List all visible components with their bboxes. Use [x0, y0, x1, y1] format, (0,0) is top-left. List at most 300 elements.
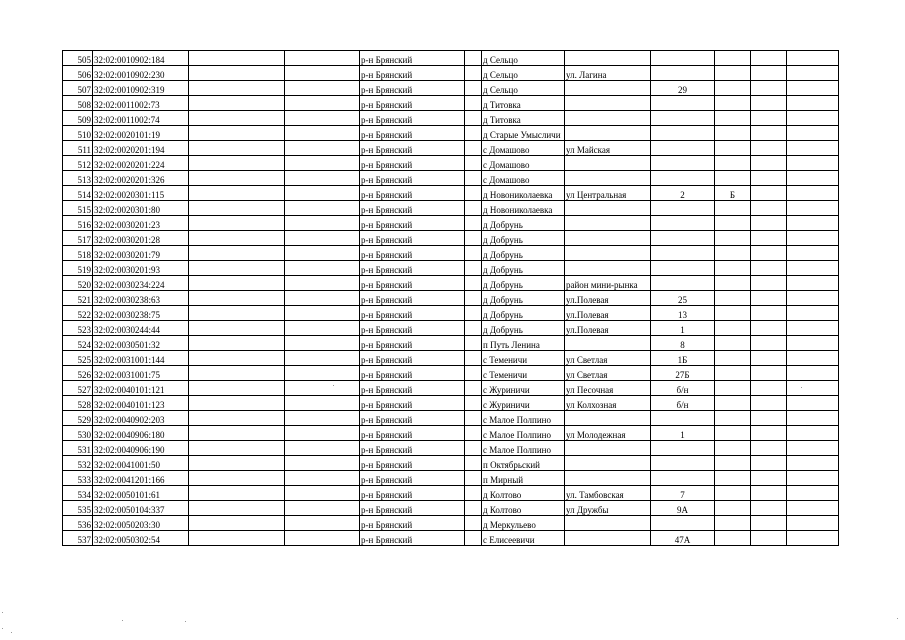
empty-cell — [465, 531, 482, 546]
cadastral-number: 32:02:0030238:75 — [93, 306, 189, 321]
street: ул.Полевая — [565, 321, 651, 336]
row-number: 514 — [63, 186, 93, 201]
empty-cell — [751, 456, 787, 471]
empty-cell — [285, 516, 360, 531]
empty-cell — [751, 276, 787, 291]
empty-cell — [787, 456, 839, 471]
district: р-н Брянский — [360, 321, 465, 336]
street: ул Колхозная — [565, 396, 651, 411]
settlement: с Малое Полпино — [482, 441, 565, 456]
empty-cell — [285, 396, 360, 411]
settlement: д Добрунь — [482, 321, 565, 336]
empty-cell — [285, 186, 360, 201]
empty-cell — [751, 396, 787, 411]
scan-speck — [333, 385, 334, 386]
empty-cell — [787, 441, 839, 456]
house-letter — [715, 516, 751, 531]
settlement: п Путь Ленина — [482, 336, 565, 351]
empty-cell — [465, 396, 482, 411]
house-number: 9А — [651, 501, 715, 516]
row-number: 525 — [63, 351, 93, 366]
district: р-н Брянский — [360, 351, 465, 366]
street: ул. Лагина — [565, 66, 651, 81]
table-row — [63, 171, 839, 186]
table-row — [63, 501, 839, 516]
empty-cell — [787, 321, 839, 336]
empty-cell — [465, 291, 482, 306]
empty-cell — [189, 171, 285, 186]
empty-cell — [189, 81, 285, 96]
settlement: с Теменичи — [482, 366, 565, 381]
empty-cell — [285, 126, 360, 141]
street — [565, 336, 651, 351]
table-row — [63, 351, 839, 366]
settlement: д Сельцо — [482, 81, 565, 96]
house-number: 25 — [651, 291, 715, 306]
district: р-н Брянский — [360, 366, 465, 381]
empty-cell — [787, 501, 839, 516]
empty-cell — [285, 486, 360, 501]
empty-cell — [189, 126, 285, 141]
empty-cell — [787, 216, 839, 231]
empty-cell — [189, 441, 285, 456]
empty-cell — [787, 426, 839, 441]
district: р-н Брянский — [360, 396, 465, 411]
table-row — [63, 186, 839, 201]
empty-cell — [465, 231, 482, 246]
house-letter — [715, 96, 751, 111]
row-number: 508 — [63, 96, 93, 111]
empty-cell — [285, 321, 360, 336]
district: р-н Брянский — [360, 81, 465, 96]
house-letter — [715, 126, 751, 141]
empty-cell — [285, 351, 360, 366]
house-number — [651, 141, 715, 156]
empty-cell — [465, 381, 482, 396]
cadastral-number: 32:02:0011002:73 — [93, 96, 189, 111]
empty-cell — [285, 306, 360, 321]
house-letter — [715, 156, 751, 171]
district: р-н Брянский — [360, 306, 465, 321]
row-number: 521 — [63, 291, 93, 306]
row-number: 506 — [63, 66, 93, 81]
row-number: 537 — [63, 531, 93, 546]
empty-cell — [189, 231, 285, 246]
empty-cell — [465, 51, 482, 66]
table-row — [63, 456, 839, 471]
table-row — [63, 336, 839, 351]
district: р-н Брянский — [360, 51, 465, 66]
house-number — [651, 516, 715, 531]
row-number: 527 — [63, 381, 93, 396]
empty-cell — [189, 306, 285, 321]
cadastral-number: 32:02:0020301:115 — [93, 186, 189, 201]
house-number — [651, 111, 715, 126]
street — [565, 531, 651, 546]
district: р-н Брянский — [360, 216, 465, 231]
empty-cell — [465, 486, 482, 501]
street: ул Молодежная — [565, 426, 651, 441]
empty-cell — [751, 441, 787, 456]
district: р-н Брянский — [360, 381, 465, 396]
settlement: п Мирный — [482, 471, 565, 486]
street — [565, 246, 651, 261]
empty-cell — [285, 51, 360, 66]
empty-cell — [285, 411, 360, 426]
empty-cell — [787, 111, 839, 126]
street — [565, 471, 651, 486]
table-row — [63, 426, 839, 441]
empty-cell — [787, 126, 839, 141]
row-number: 524 — [63, 336, 93, 351]
empty-cell — [189, 216, 285, 231]
table-row — [63, 261, 839, 276]
empty-cell — [189, 456, 285, 471]
cadastral-number: 32:02:0030234:224 — [93, 276, 189, 291]
cadastral-number: 32:02:0010902:319 — [93, 81, 189, 96]
street: ул Центральная — [565, 186, 651, 201]
settlement: д Добрунь — [482, 276, 565, 291]
empty-cell — [465, 411, 482, 426]
cadastral-table — [62, 50, 839, 546]
row-number: 526 — [63, 366, 93, 381]
row-number: 535 — [63, 501, 93, 516]
district: р-н Брянский — [360, 171, 465, 186]
empty-cell — [465, 126, 482, 141]
table-row — [63, 381, 839, 396]
district: р-н Брянский — [360, 261, 465, 276]
settlement: с Журиничи — [482, 381, 565, 396]
empty-cell — [751, 471, 787, 486]
empty-cell — [189, 321, 285, 336]
empty-cell — [787, 171, 839, 186]
empty-cell — [189, 531, 285, 546]
row-number: 523 — [63, 321, 93, 336]
empty-cell — [751, 336, 787, 351]
empty-cell — [787, 186, 839, 201]
row-number: 516 — [63, 216, 93, 231]
row-number: 530 — [63, 426, 93, 441]
empty-cell — [189, 261, 285, 276]
street — [565, 231, 651, 246]
table-row — [63, 276, 839, 291]
scan-speck — [2, 628, 3, 629]
street — [565, 441, 651, 456]
house-letter — [715, 321, 751, 336]
row-number: 505 — [63, 51, 93, 66]
table-row — [63, 231, 839, 246]
row-number: 522 — [63, 306, 93, 321]
house-number — [651, 126, 715, 141]
empty-cell — [787, 396, 839, 411]
row-number: 533 — [63, 471, 93, 486]
house-letter — [715, 231, 751, 246]
street — [565, 126, 651, 141]
empty-cell — [189, 141, 285, 156]
street: ул. Тамбовская — [565, 486, 651, 501]
settlement: д Добрунь — [482, 261, 565, 276]
house-letter — [715, 531, 751, 546]
house-number: б/н — [651, 396, 715, 411]
street: ул Светлая — [565, 366, 651, 381]
house-number — [651, 411, 715, 426]
cadastral-number: 32:02:0040906:180 — [93, 426, 189, 441]
empty-cell — [787, 141, 839, 156]
table-row — [63, 366, 839, 381]
house-number — [651, 51, 715, 66]
empty-cell — [787, 96, 839, 111]
house-number — [651, 456, 715, 471]
row-number: 510 — [63, 126, 93, 141]
empty-cell — [465, 156, 482, 171]
row-number: 528 — [63, 396, 93, 411]
house-number — [651, 441, 715, 456]
empty-cell — [787, 306, 839, 321]
cadastral-number: 32:02:0030201:79 — [93, 246, 189, 261]
empty-cell — [465, 141, 482, 156]
empty-cell — [189, 111, 285, 126]
empty-cell — [787, 336, 839, 351]
empty-cell — [189, 336, 285, 351]
empty-cell — [189, 186, 285, 201]
table-row — [63, 51, 839, 66]
cadastral-number: 32:02:0030201:93 — [93, 261, 189, 276]
settlement: д Добрунь — [482, 231, 565, 246]
empty-cell — [751, 141, 787, 156]
empty-cell — [787, 66, 839, 81]
settlement: д Добрунь — [482, 246, 565, 261]
district: р-н Брянский — [360, 501, 465, 516]
empty-cell — [465, 471, 482, 486]
empty-cell — [285, 81, 360, 96]
empty-cell — [465, 426, 482, 441]
cadastral-number: 32:02:0020301:80 — [93, 201, 189, 216]
row-number: 513 — [63, 171, 93, 186]
empty-cell — [787, 231, 839, 246]
empty-cell — [189, 51, 285, 66]
table-row — [63, 396, 839, 411]
cadastral-number: 32:02:0041201:166 — [93, 471, 189, 486]
settlement: д Добрунь — [482, 216, 565, 231]
house-letter — [715, 51, 751, 66]
street: ул.Полевая — [565, 306, 651, 321]
empty-cell — [787, 51, 839, 66]
house-number — [651, 96, 715, 111]
street — [565, 261, 651, 276]
table-row — [63, 516, 839, 531]
empty-cell — [787, 411, 839, 426]
cadastral-number: 32:02:0030244:44 — [93, 321, 189, 336]
settlement: с Домашово — [482, 171, 565, 186]
empty-cell — [751, 246, 787, 261]
empty-cell — [751, 156, 787, 171]
empty-cell — [465, 456, 482, 471]
district: р-н Брянский — [360, 441, 465, 456]
empty-cell — [285, 276, 360, 291]
house-letter — [715, 216, 751, 231]
table-row — [63, 111, 839, 126]
house-number — [651, 66, 715, 81]
house-number — [651, 231, 715, 246]
empty-cell — [787, 81, 839, 96]
cadastral-number: 32:02:0020201:326 — [93, 171, 189, 186]
empty-cell — [189, 471, 285, 486]
empty-cell — [465, 336, 482, 351]
settlement: д Добрунь — [482, 306, 565, 321]
empty-cell — [751, 531, 787, 546]
district: р-н Брянский — [360, 336, 465, 351]
empty-cell — [189, 96, 285, 111]
house-number: 27Б — [651, 366, 715, 381]
empty-cell — [285, 201, 360, 216]
street — [565, 171, 651, 186]
cadastral-number: 32:02:0030238:63 — [93, 291, 189, 306]
empty-cell — [285, 96, 360, 111]
settlement: д Старые Умысличи — [482, 126, 565, 141]
empty-cell — [751, 351, 787, 366]
settlement: д Новониколаевка — [482, 186, 565, 201]
table-row — [63, 486, 839, 501]
row-number: 532 — [63, 456, 93, 471]
settlement: д Сельцо — [482, 66, 565, 81]
empty-cell — [751, 381, 787, 396]
street — [565, 111, 651, 126]
house-letter — [715, 81, 751, 96]
street — [565, 201, 651, 216]
district: р-н Брянский — [360, 186, 465, 201]
empty-cell — [751, 171, 787, 186]
empty-cell — [465, 351, 482, 366]
empty-cell — [285, 111, 360, 126]
table-row — [63, 471, 839, 486]
row-number: 507 — [63, 81, 93, 96]
empty-cell — [189, 201, 285, 216]
house-letter — [715, 381, 751, 396]
empty-cell — [787, 156, 839, 171]
cadastral-number: 32:02:0031001:144 — [93, 351, 189, 366]
house-letter: Б — [715, 186, 751, 201]
empty-cell — [787, 486, 839, 501]
settlement: с Домашово — [482, 141, 565, 156]
house-number — [651, 156, 715, 171]
cadastral-number: 32:02:0040902:203 — [93, 411, 189, 426]
empty-cell — [787, 201, 839, 216]
empty-cell — [285, 171, 360, 186]
cadastral-number: 32:02:0010902:230 — [93, 66, 189, 81]
house-letter — [715, 351, 751, 366]
empty-cell — [285, 66, 360, 81]
house-number: 7 — [651, 486, 715, 501]
empty-cell — [787, 381, 839, 396]
house-number: 29 — [651, 81, 715, 96]
district: р-н Брянский — [360, 96, 465, 111]
house-letter — [715, 456, 751, 471]
street — [565, 516, 651, 531]
row-number: 512 — [63, 156, 93, 171]
empty-cell — [465, 216, 482, 231]
empty-cell — [285, 501, 360, 516]
settlement: с Малое Полпино — [482, 411, 565, 426]
row-number: 515 — [63, 201, 93, 216]
empty-cell — [465, 96, 482, 111]
empty-cell — [465, 66, 482, 81]
empty-cell — [285, 381, 360, 396]
house-letter — [715, 486, 751, 501]
row-number: 511 — [63, 141, 93, 156]
empty-cell — [465, 501, 482, 516]
house-letter — [715, 441, 751, 456]
empty-cell — [465, 366, 482, 381]
empty-cell — [787, 246, 839, 261]
empty-cell — [189, 396, 285, 411]
district: р-н Брянский — [360, 426, 465, 441]
district: р-н Брянский — [360, 531, 465, 546]
table-row — [63, 291, 839, 306]
scan-speck — [897, 618, 898, 619]
house-letter — [715, 396, 751, 411]
house-letter — [715, 201, 751, 216]
empty-cell — [751, 321, 787, 336]
empty-cell — [189, 516, 285, 531]
empty-cell — [787, 351, 839, 366]
scan-speck — [122, 620, 123, 621]
empty-cell — [751, 186, 787, 201]
street — [565, 411, 651, 426]
cadastral-number: 32:02:0030201:23 — [93, 216, 189, 231]
empty-cell — [465, 246, 482, 261]
empty-cell — [751, 261, 787, 276]
street: ул Светлая — [565, 351, 651, 366]
table-row — [63, 306, 839, 321]
empty-cell — [189, 426, 285, 441]
table-row — [63, 96, 839, 111]
street: ул Дружбы — [565, 501, 651, 516]
scan-speck — [801, 387, 802, 388]
empty-cell — [285, 231, 360, 246]
district: р-н Брянский — [360, 291, 465, 306]
house-number — [651, 171, 715, 186]
empty-cell — [189, 351, 285, 366]
settlement: д Меркульево — [482, 516, 565, 531]
empty-cell — [751, 411, 787, 426]
house-number — [651, 246, 715, 261]
house-letter — [715, 66, 751, 81]
row-number: 529 — [63, 411, 93, 426]
district: р-н Брянский — [360, 126, 465, 141]
cadastral-number: 32:02:0050302:54 — [93, 531, 189, 546]
street: ул.Полевая — [565, 291, 651, 306]
street — [565, 216, 651, 231]
empty-cell — [465, 81, 482, 96]
house-number — [651, 276, 715, 291]
district: р-н Брянский — [360, 456, 465, 471]
empty-cell — [465, 306, 482, 321]
empty-cell — [285, 261, 360, 276]
house-number: 1 — [651, 321, 715, 336]
street — [565, 96, 651, 111]
cadastral-number: 32:02:0050101:61 — [93, 486, 189, 501]
empty-cell — [787, 276, 839, 291]
house-letter — [715, 291, 751, 306]
cadastral-number: 32:02:0011002:74 — [93, 111, 189, 126]
cadastral-number: 32:02:0040906:190 — [93, 441, 189, 456]
empty-cell — [465, 186, 482, 201]
empty-cell — [285, 336, 360, 351]
empty-cell — [787, 516, 839, 531]
house-letter — [715, 261, 751, 276]
house-letter — [715, 426, 751, 441]
empty-cell — [751, 111, 787, 126]
